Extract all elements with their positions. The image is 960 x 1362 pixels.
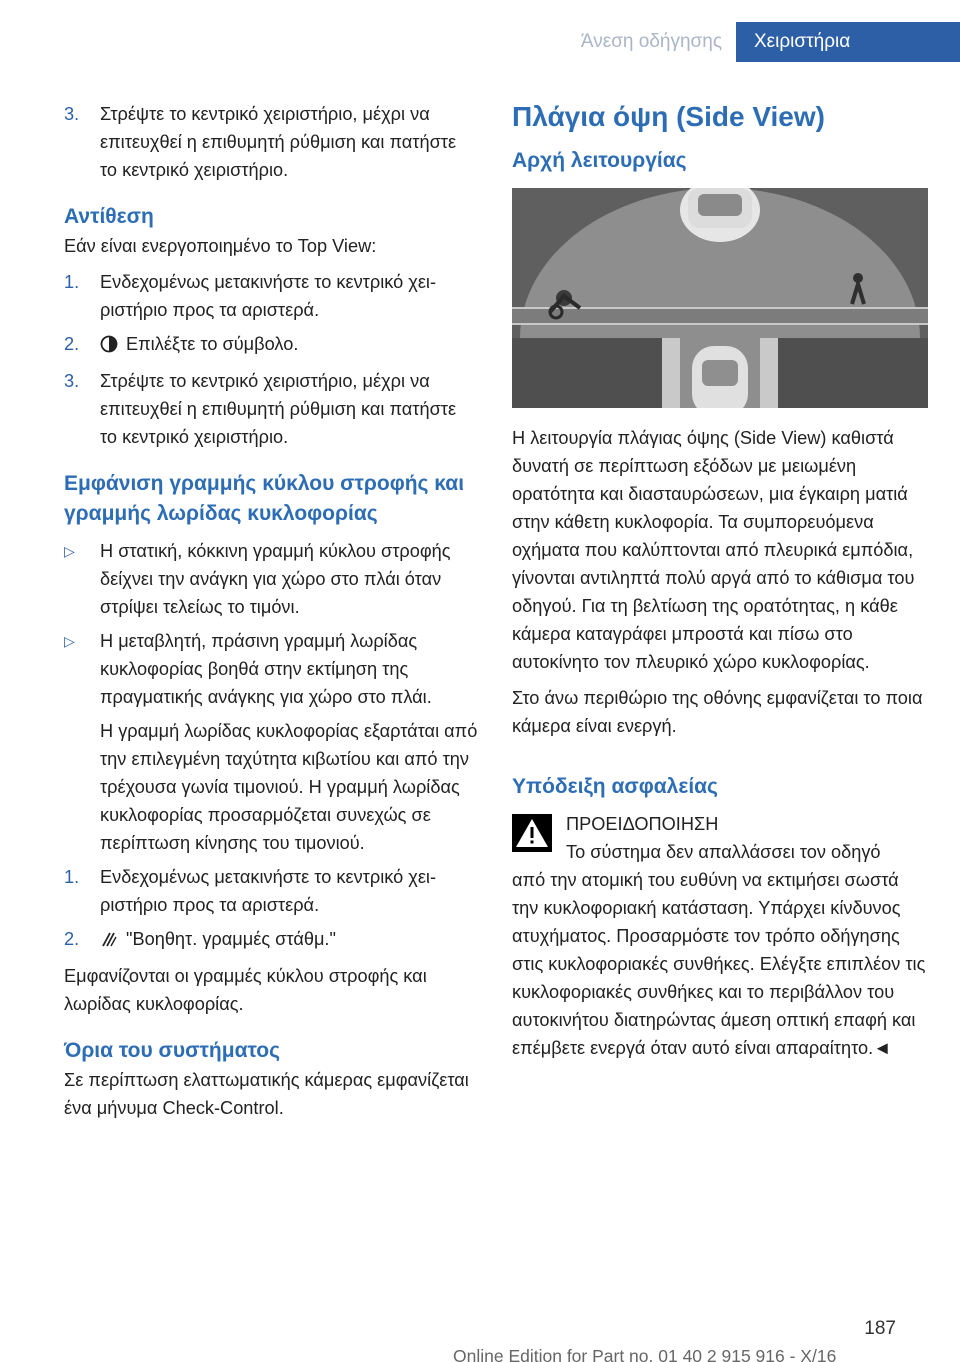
- step-number: 1.: [64, 867, 80, 887]
- step-number: 3.: [64, 371, 80, 391]
- warning-text: από την ατομική του ευθύνη να εκτιμήσει σωστά την κυκλοφοριακή κατάσταση. Υπάρχει κίνδυνος ατυχήματος. Προσαρμόστε τον τρόπο οδήγησης στις κυκλοφοριακές συνθήκες. Ελέγξτε επιπλέον τις κυκλοφοριακές συνθήκες και το περιβάλλον του αυτοκινήτου διατηρώντας άμεση οπτική επαφή και επέμβετε ενεργά όταν αυτό είναι απαραίτητο.◄: [512, 870, 926, 1058]
- lines-heading: Εμφάνιση γραμμής κύκλου στροφής και γραμμής λωρίδας κυκλοφορίας: [64, 472, 465, 525]
- side-view-camera-illustration: [512, 188, 928, 408]
- step-text: Ενδεχομένως μετακινήστε το κεντρικό χειριστήριο προς τα αριστερά.: [100, 867, 437, 915]
- list-item: [64, 330, 478, 361]
- parking-lines-icon: [100, 928, 118, 956]
- principle-paragraph-2: Στο άνω περιθώριο της οθόνης εμφανίζεται το ποια κάμερα είναι ενεργή.: [512, 688, 923, 736]
- page-header: [0, 22, 960, 62]
- edition-note: Online Edition for Part no. 01 40 2 915 916 - X/16: [453, 1346, 837, 1362]
- warning-first-line: Το σύστημα δεν απαλλάσσει τον οδηγό: [566, 842, 881, 862]
- contrast-icon: [100, 333, 118, 361]
- left-column: [64, 100, 478, 1122]
- bullet-text: Η μεταβλητή, πράσινη γραμμή λωρίδας κυκλοφορίας βοηθά στην εκτίμηση της πραγματικής ανάγκης για χώρο στο πλάι.: [100, 631, 432, 707]
- step-number: 3.: [64, 104, 80, 124]
- right-column: [512, 100, 930, 1062]
- limits-text: Σε περίπτωση ελαττωματικής κάμερας εμφανίζεται ένα μήνυμα Check-Control.: [64, 1070, 469, 1118]
- step-text: Στρέψτε το κεντρικό χειριστήριο, μέχρι να επιτευχθεί η επιθυμητή ρύθμιση και πατήστε το κεντρικό χειριστήριο.: [100, 371, 457, 447]
- side-view-camera-image: [512, 188, 928, 408]
- triangle-bullet-icon: ▷: [64, 543, 75, 559]
- bullet-item: [64, 627, 478, 711]
- limits-heading: Όρια του συστήματος: [64, 1039, 281, 1062]
- step-text: "Βοηθητ. γραμμές στάθμ.": [126, 929, 336, 949]
- principle-paragraph-1: Η λειτουργία πλάγιας όψης (Side View) καθιστά δυνατή σε περίπτωση εξόδων με μειωμένη ορατότητα και διασταυρώσεων, μια έγκαιρη ματιά στην κάθετη κυκλοφορία. Τα συμπορευόμενα οχήματα που καλύπτονται από πλευρικά εμπόδια, γίνονται αντιληπτά πολύ αργά από το κάθισμα του οδηγού. Για τη βελτίωση της ορατότητας, η κάθε κάμερα καταγράφει μπροστά και πίσω στο αυτοκίνητο τον πλευρικό χώρο κυκλοφορίας.: [512, 428, 915, 672]
- list-item: [64, 925, 478, 956]
- triangle-bullet-icon: ▷: [64, 633, 75, 649]
- bullet-item: [64, 537, 478, 621]
- principle-heading: Αρχή λειτουργίας: [512, 149, 687, 172]
- warning-triangle-icon: [512, 814, 552, 850]
- section-title-side-view: Πλάγια όψη (Side View): [512, 101, 825, 132]
- section-title: Άνεση οδήγησης: [580, 31, 722, 52]
- step-text: Στρέψτε το κεντρικό χειριστήριο, μέχρι να επιτευχθεί η επιθυμητή ρύθμιση και πατήστε το κεντρικό χειριστήριο.: [100, 104, 457, 180]
- safety-heading: Υπόδειξη ασφαλείας: [512, 775, 718, 798]
- page-number: 187: [864, 1318, 896, 1339]
- step-number: 2.: [64, 929, 80, 949]
- step-number: 2.: [64, 334, 80, 354]
- list-item: [64, 367, 478, 451]
- contrast-intro: Εάν είναι ενεργοποιημένο το Top View:: [64, 236, 377, 256]
- list-item: [64, 268, 478, 324]
- step-number: 1.: [64, 272, 80, 292]
- list-item: [64, 100, 478, 184]
- lines-result: Εμφανίζονται οι γραμμές κύκλου στροφής και λωρίδας κυκλοφορίας.: [64, 966, 427, 1014]
- chapter-tab: Χειριστήρια: [736, 22, 960, 62]
- step-text: Επιλέξτε το σύμβολο.: [126, 334, 299, 354]
- step-text: Ενδεχομένως μετακινήστε το κεντρικό χειριστήριο προς τα αριστερά.: [100, 272, 437, 320]
- warning-label: ΠΡΟΕΙΔΟΠΟΙΗΣΗ: [566, 814, 719, 834]
- list-item: [64, 863, 478, 919]
- bullet-extra-text: Η γραμμή λωρίδας κυκλοφορίας εξαρτάται από την επιλεγμένη ταχύτητα κιβωτίου και από την τρέχουσα γωνία τιμονιού. Η γραμμή λωρίδας κυκλοφορίας προσαρμόζεται συνεχώς σε περίπτωση κίνησης του τιμονιού.: [100, 721, 478, 853]
- bullet-text: Η στατική, κόκκινη γραμμή κύκλου στροφής δείχνει την ανάγκη για χώρο στο πλάι όταν στρίψει τελείως το τιμόνι.: [100, 541, 451, 617]
- contrast-heading: Αντίθεση: [64, 205, 154, 228]
- warning-block: [512, 810, 930, 1062]
